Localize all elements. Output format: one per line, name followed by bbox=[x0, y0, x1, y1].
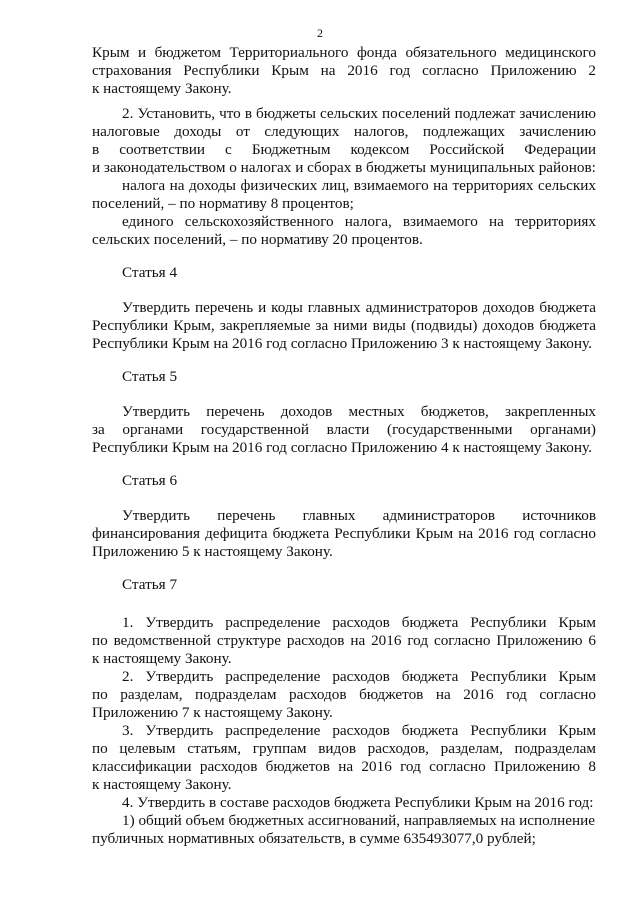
text-line: Республики Крым на 2016 год согласно Приложению 4 к настоящему Закону. bbox=[92, 439, 592, 456]
text-line: за органами государственной власти (государственными органами) bbox=[92, 421, 596, 438]
text-line: классификации расходов бюджетов на 2016 год согласно Приложению 8 bbox=[92, 758, 596, 775]
text-line: сельских поселений, – по нормативу 20 процентов. bbox=[92, 231, 423, 248]
text-line: поселений, – по нормативу 8 процентов; bbox=[92, 195, 354, 212]
text-line: 2. Установить, что в бюджеты сельских поселений подлежат зачислению bbox=[122, 105, 596, 122]
text-line: Крым и бюджетом Территориального фонда обязательного медицинского bbox=[92, 44, 596, 61]
article-5-heading: Статья 5 bbox=[122, 368, 178, 385]
text-line: публичных нормативных обязательств, в сумме 635493077,0 рублей; bbox=[92, 830, 536, 847]
text-line: Приложению 7 к настоящему Закону. bbox=[92, 704, 333, 721]
text-line: Республики Крым, закрепляемые за ними виды (подвиды) доходов бюджета bbox=[92, 317, 596, 334]
text-line: в соответствии с Бюджетным кодексом Российской Федерации bbox=[92, 141, 596, 158]
text-line: по ведомственной структуре расходов на 2016 год согласно Приложению 6 bbox=[92, 632, 596, 649]
text-line: Республики Крым на 2016 год согласно Приложению 3 к настоящему Закону. bbox=[92, 335, 592, 352]
text-line: Утвердить перечень и коды главных администраторов доходов бюджета bbox=[122, 299, 596, 316]
text-line: финансирования дефицита бюджета Республики Крым на 2016 год согласно bbox=[92, 525, 596, 542]
article-5-body bbox=[92, 403, 596, 457]
article-4-body bbox=[92, 299, 596, 353]
clause-2 bbox=[92, 105, 596, 249]
text-line: Утвердить перечень главных администраторов источников bbox=[122, 507, 596, 524]
text-line: налога на доходы физических лиц, взимаемого на территориях сельских bbox=[122, 177, 596, 194]
text-line: налоговые доходы от следующих налогов, подлежащих зачислению bbox=[92, 123, 596, 140]
article-6-heading: Статья 6 bbox=[122, 472, 178, 489]
article-4-heading: Статья 4 bbox=[122, 264, 178, 281]
article-6-body bbox=[92, 507, 596, 561]
text-line: к настоящему Закону. bbox=[92, 776, 232, 793]
text-line: Приложению 5 к настоящему Закону. bbox=[92, 543, 333, 560]
text-line: единого сельскохозяйственного налога, взимаемого на территориях bbox=[122, 213, 596, 230]
text-line: 4. Утвердить в составе расходов бюджета Республики Крым на 2016 год: bbox=[122, 794, 594, 811]
text-line: Утвердить перечень доходов местных бюджетов, закрепленных bbox=[122, 403, 596, 420]
text-line: страхования Республики Крым на 2016 год согласно Приложению 2 bbox=[92, 62, 596, 79]
page-number: 2 bbox=[317, 26, 323, 40]
text-line: 2. Утвердить распределение расходов бюджета Республики Крым bbox=[122, 668, 596, 685]
article-7-heading: Статья 7 bbox=[122, 576, 178, 593]
text-line: 1. Утвердить распределение расходов бюджета Республики Крым bbox=[122, 614, 596, 631]
text-line: 1) общий объем бюджетных ассигнований, направляемых на исполнение bbox=[122, 812, 595, 829]
text-line: 3. Утвердить распределение расходов бюджета Республики Крым bbox=[122, 722, 596, 739]
text-line: к настоящему Закону. bbox=[92, 80, 232, 97]
text-line: по разделам, подразделам расходов бюджетов на 2016 год согласно bbox=[92, 686, 596, 703]
paragraph-continuation bbox=[92, 44, 596, 98]
text-line: к настоящему Закону. bbox=[92, 650, 232, 667]
article-7-body bbox=[92, 614, 596, 848]
text-line: и законодательством о налогах и сборах в бюджеты муниципальных районов: bbox=[92, 159, 596, 176]
text-line: по целевым статьям, группам видов расходов, разделам, подразделам bbox=[92, 740, 596, 757]
